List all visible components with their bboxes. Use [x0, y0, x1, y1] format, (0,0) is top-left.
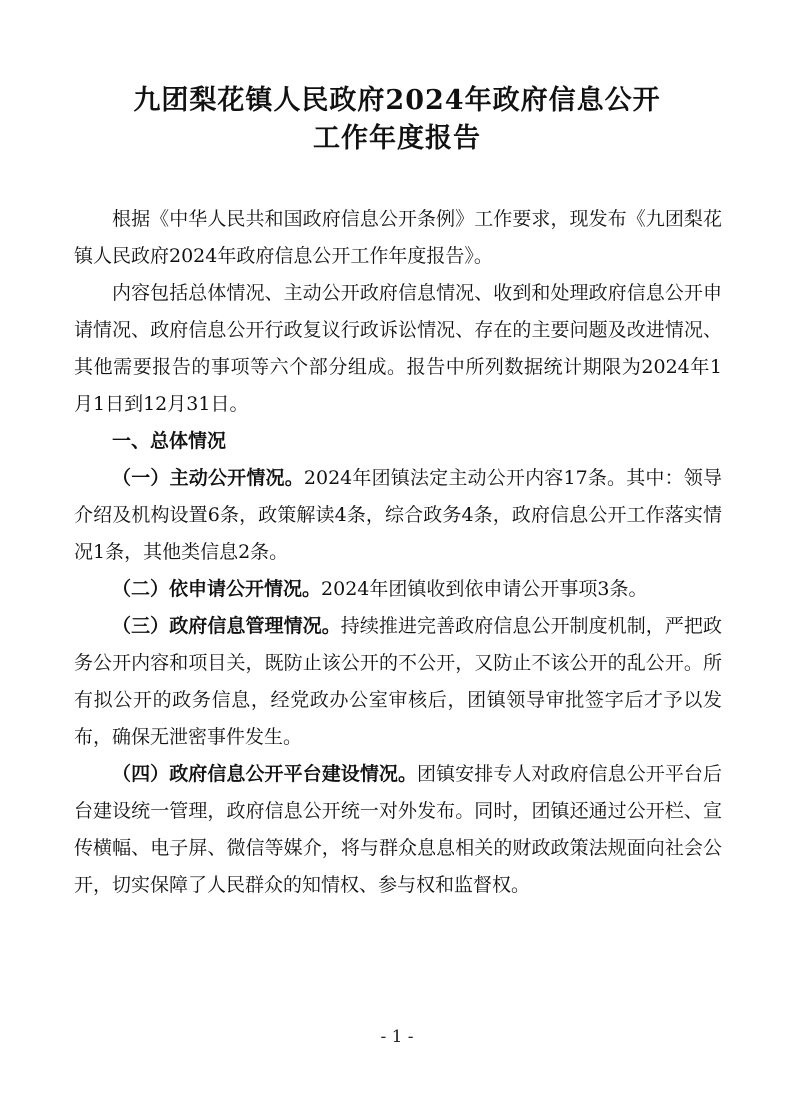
- page-number: - 1 -: [380, 1027, 414, 1047]
- section-1-item-4: [74, 756, 722, 904]
- document-body: [74, 201, 722, 904]
- item-1-text: 2024年团镇法定主动公开内容17条。其中：领导介绍及机构设置6条，政策解读4条，综合政务4条，政府信息公开工作落实情况1条，其他类信息2条。: [74, 467, 722, 563]
- section-1-item-3: [74, 608, 722, 756]
- item-2-label: （二）依申请公开情况。: [112, 578, 322, 600]
- intro-paragraph-2: 内容包括总体情况、主动公开政府信息情况、收到和处理政府信息公开申请情况、政府信息公开行政复议行政诉讼情况、存在的主要问题及改进情况、其他需要报告的事项等六个部分组成。报告中所列数据统计期限为2024年1月1日到12月31日。: [74, 282, 722, 415]
- title-line-1: 九团梨花镇人民政府2024年政府信息公开: [133, 85, 661, 116]
- intro-paragraph-1: 根据《中华人民共和国政府信息公开条例》工作要求，现发布《九团梨花镇人民政府2024年政府信息公开工作年度报告》。: [74, 208, 722, 267]
- section-1-item-2: [74, 571, 722, 608]
- item-4-label: （四）政府信息公开平台建设情况。: [112, 763, 418, 785]
- item-4-text: 团镇安排专人对政府信息公开平台后台建设统一管理，政府信息公开统一对外发布。同时，团镇还通过公开栏、宣传横幅、电子屏、微信等媒介，将与群众息息相关的财政政策法规面向社会公开，切实保障了人民群众的知情权、参与权和监督权。: [74, 763, 722, 896]
- item-2-text: 2024年团镇收到依申请公开事项3条。: [321, 578, 648, 600]
- item-3-label: （三）政府信息管理情况。: [112, 615, 341, 637]
- section-1-heading: 一、总体情况: [112, 430, 227, 452]
- section-1-item-1: [74, 460, 722, 571]
- document-title: [100, 82, 694, 158]
- item-3-text: 持续推进完善政府信息公开制度机制，严把政务公开内容和项目关，既防止该公开的不公开，又防止不该公开的乱公开。所有拟公开的政务信息，经党政办公室审核后，团镇领导审批签字后才予以发布，确保无泄密事件发生。: [74, 615, 722, 748]
- title-line-2: 工作年度报告: [313, 123, 481, 154]
- item-1-label: （一）主动公开情况。: [112, 467, 304, 489]
